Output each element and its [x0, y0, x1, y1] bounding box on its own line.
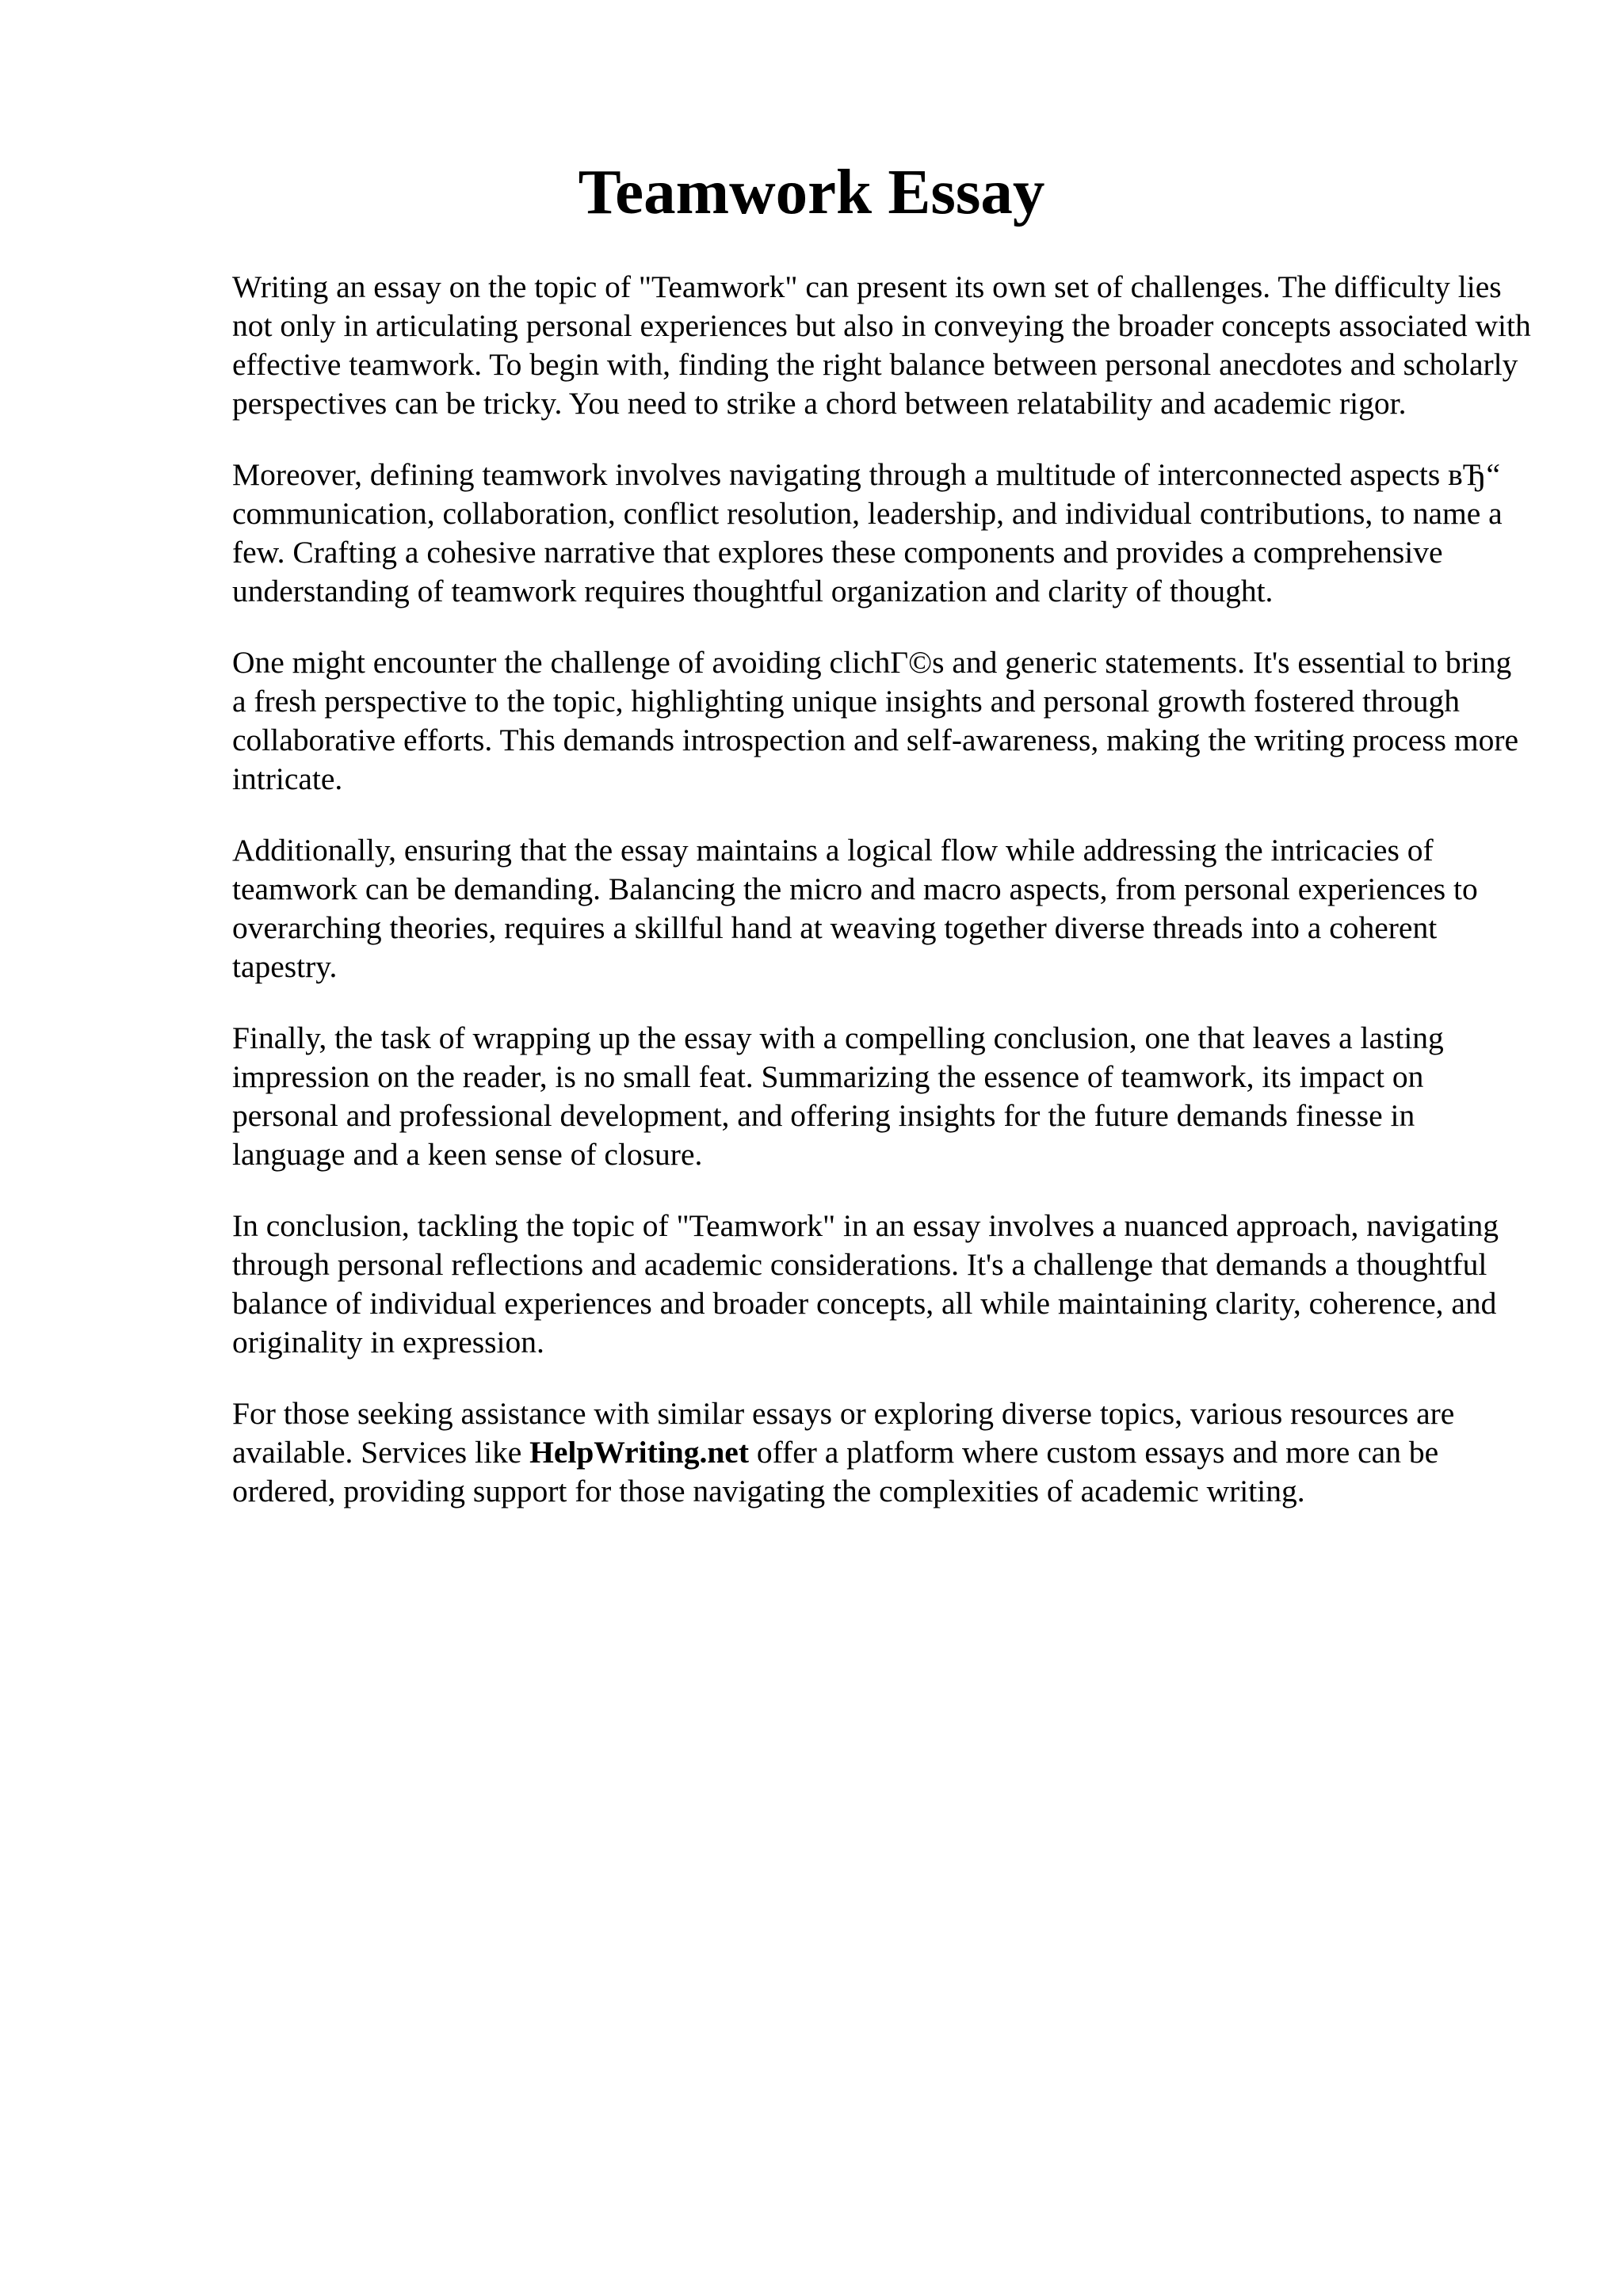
essay-body [232, 268, 1532, 1543]
paragraph-3: One might encounter the challenge of avoiding clichГ©s and generic statements. It's essential to bring a fresh perspective to the topic, highlighting unique insights and personal growth fostered through collaborative efforts. This demands introspection and self-awareness, making the writing process more intricate. [232, 645, 1519, 796]
page-title: Teamwork Essay [578, 156, 1045, 227]
paragraph-1: Writing an essay on the topic of "Teamwork" can present its own set of challenges. The difficulty lies not only in articulating personal experiences but also in conveying the broader concepts associated with effective teamwork. To begin with, finding the right balance between personal anecdotes and scholarly perspectives can be tricky. You need to strike a chord between relatability and academic rigor. [232, 269, 1531, 421]
brand-name: HelpWriting.net [529, 1435, 749, 1470]
paragraph-5: Finally, the task of wrapping up the essay with a compelling conclusion, one that leaves a lasting impression on the reader, is no small feat. Summarizing the essence of teamwork, its impact on personal and professional development, and offering insights for the future demands finesse in language and a keen sense of closure. [232, 1020, 1444, 1172]
paragraph-4: Additionally, ensuring that the essay maintains a logical flow while addressing the intricacies of teamwork can be demanding. Balancing the micro and macro aspects, from personal experiences to overarching theories, requires a skillful hand at weaving together diverse threads into a coherent tapestry. [232, 833, 1478, 984]
paragraph-6: In conclusion, tackling the topic of "Teamwork" in an essay involves a nuanced approach, navigating through personal reflections and academic considerations. It's a challenge that demands a thoughtful balance of individual experiences and broader concepts, all while maintaining clarity, coherence, and originality in expression. [232, 1208, 1499, 1360]
paragraph-2: Moreover, defining teamwork involves navigating through a multitude of interconnected aspects вЂ“ communication, collaboration, conflict resolution, leadership, and individual contributions, to name a few. Crafting a cohesive narrative that explores these components and provides a comprehensive understanding of teamwork requires thoughtful organization and clarity of thought. [232, 457, 1503, 608]
paragraph-7 [232, 1394, 1532, 1511]
paragraph-7-after: offer a platform where custom essays and more can be ordered, providing support for those navigating the complexities of academic writing. [232, 1435, 1439, 1508]
paragraph-7-before: For those seeking assistance with similar essays or exploring diverse topics, various resources are available. Services like [232, 1396, 1455, 1470]
